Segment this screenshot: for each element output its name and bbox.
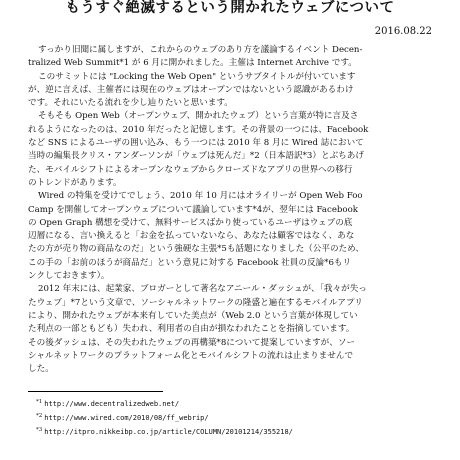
paragraph	[28, 283, 432, 376]
footnote-mark: *1	[36, 399, 43, 405]
paragraph-line: すっかり旧聞に属しますが、これからのウェブのあり方を議論するイベント Decen-	[38, 45, 363, 55]
footnote	[36, 410, 432, 424]
paragraph-line: この手の「お前のほうが商品だ」という意見に対する Facebook 社員の反論*6もリ	[28, 257, 352, 268]
paragraph-line: その後ダッシュは、その失われたウェブの再構築*8について提案していますが、ソー	[28, 337, 356, 348]
paragraph	[28, 110, 432, 190]
paragraph-line: れるようになったのは、2010 年だったと記憶します。その背景の一つには、Facebook	[28, 124, 369, 135]
footnote-mark: *3	[36, 427, 43, 433]
footnote-link[interactable]: http://itpro.nikkeibp.co.jp/article/COLUMN/20101214/355218/	[44, 428, 293, 436]
paragraph-line: このサミットには "Locking the Web Open" というサブタイトルが付いています	[38, 71, 356, 82]
paragraph-line: たウェブ」*7という文章で、ソーシャルネットワークの隆盛と遍在するモバイルアプリ	[28, 297, 363, 308]
paragraph	[28, 190, 432, 283]
paragraph-line: ンクしておきます）。	[28, 271, 110, 282]
footnote-link[interactable]: http://www.decentralizedweb.net/	[44, 400, 180, 408]
paragraph-line: Wired の特集を受けてでしょう、2010 年 10 月にはオライリーが Open Web Foo	[38, 191, 363, 202]
paragraph-line: シャルネットワークのプラットフォーム化とモバイルシフトの流れは止まりませんで	[28, 350, 354, 361]
paragraph-line: た、モバイルシフトによるオープンなウェブからクローズドなアプリの世界への移行	[28, 164, 353, 175]
paragraph-line: により、開かれたウェブが本来有していた美点が（Web 2.0 という言葉が体現してい	[28, 310, 358, 321]
paragraph-line: たの方が売り物の商品なのだ」という強硬な主張*5も話題になりました（公平のため、	[28, 244, 364, 255]
paragraph	[28, 44, 432, 71]
paragraph-line: 当時の編集長クリス・アンダーソンが「ウェブは死んだ」*2（日本語訳*3）とぶちあげ	[28, 151, 364, 162]
article-page	[28, 0, 432, 460]
paragraph-line: の Open Graph 構想を受けて、無料サービスばかり使っているユーザはウェブの底	[28, 217, 353, 228]
paragraph-line: など SNS によるユーザの囲い込み、もう一つには 2010 年 8 月に Wired 誌において	[28, 138, 364, 149]
paragraph-line: 2012 年末には、起業家、ブロガーとして著名なアニール・ダッシュが、「我々が失っ	[38, 284, 367, 295]
paragraph	[28, 71, 432, 111]
paragraph-line: した。	[28, 364, 54, 375]
footnote-link[interactable]: http://www.wired.com/2010/08/ff_webrip/	[44, 414, 209, 422]
footnote-mark: *2	[36, 413, 43, 419]
paragraph-line: た利点の一部ともども）失われ、利用者の自由が損なわれたことを指摘しています。	[28, 324, 355, 335]
paragraph-line: tralized Web Summit*1 が 6 月に開かれました。主催は Internet Archive です。	[28, 58, 357, 69]
paragraph-line: Camp を開催してオープンウェブについて議論しています*4が、翌年には Facebook	[28, 204, 358, 215]
paragraph-line: のトレンドがあります。	[28, 177, 122, 188]
footnotes	[36, 396, 432, 438]
footnote-separator	[28, 391, 163, 392]
article-date: 2016.08.22	[374, 26, 432, 37]
article-title: もうすぐ絶滅するという開かれたウェブについて	[65, 0, 395, 16]
footnote	[36, 396, 432, 410]
footnote	[36, 424, 432, 438]
paragraph-line: 辺層になる、言い換えると「お金を払っていないなら、あなたは顧客ではなく、あな	[28, 231, 355, 242]
paragraph-line: そもそも Open Web（オープンウェブ、開かれたウェブ）という言葉が特に言及さ	[38, 111, 359, 122]
paragraph-line: です。それにいたる流れを少し辿りたいと思います。	[28, 98, 233, 109]
paragraph-line: が、逆に言えば、主催者には現在のウェブはオープンではないという認識があるわけ	[28, 84, 354, 95]
article-body	[28, 44, 432, 376]
